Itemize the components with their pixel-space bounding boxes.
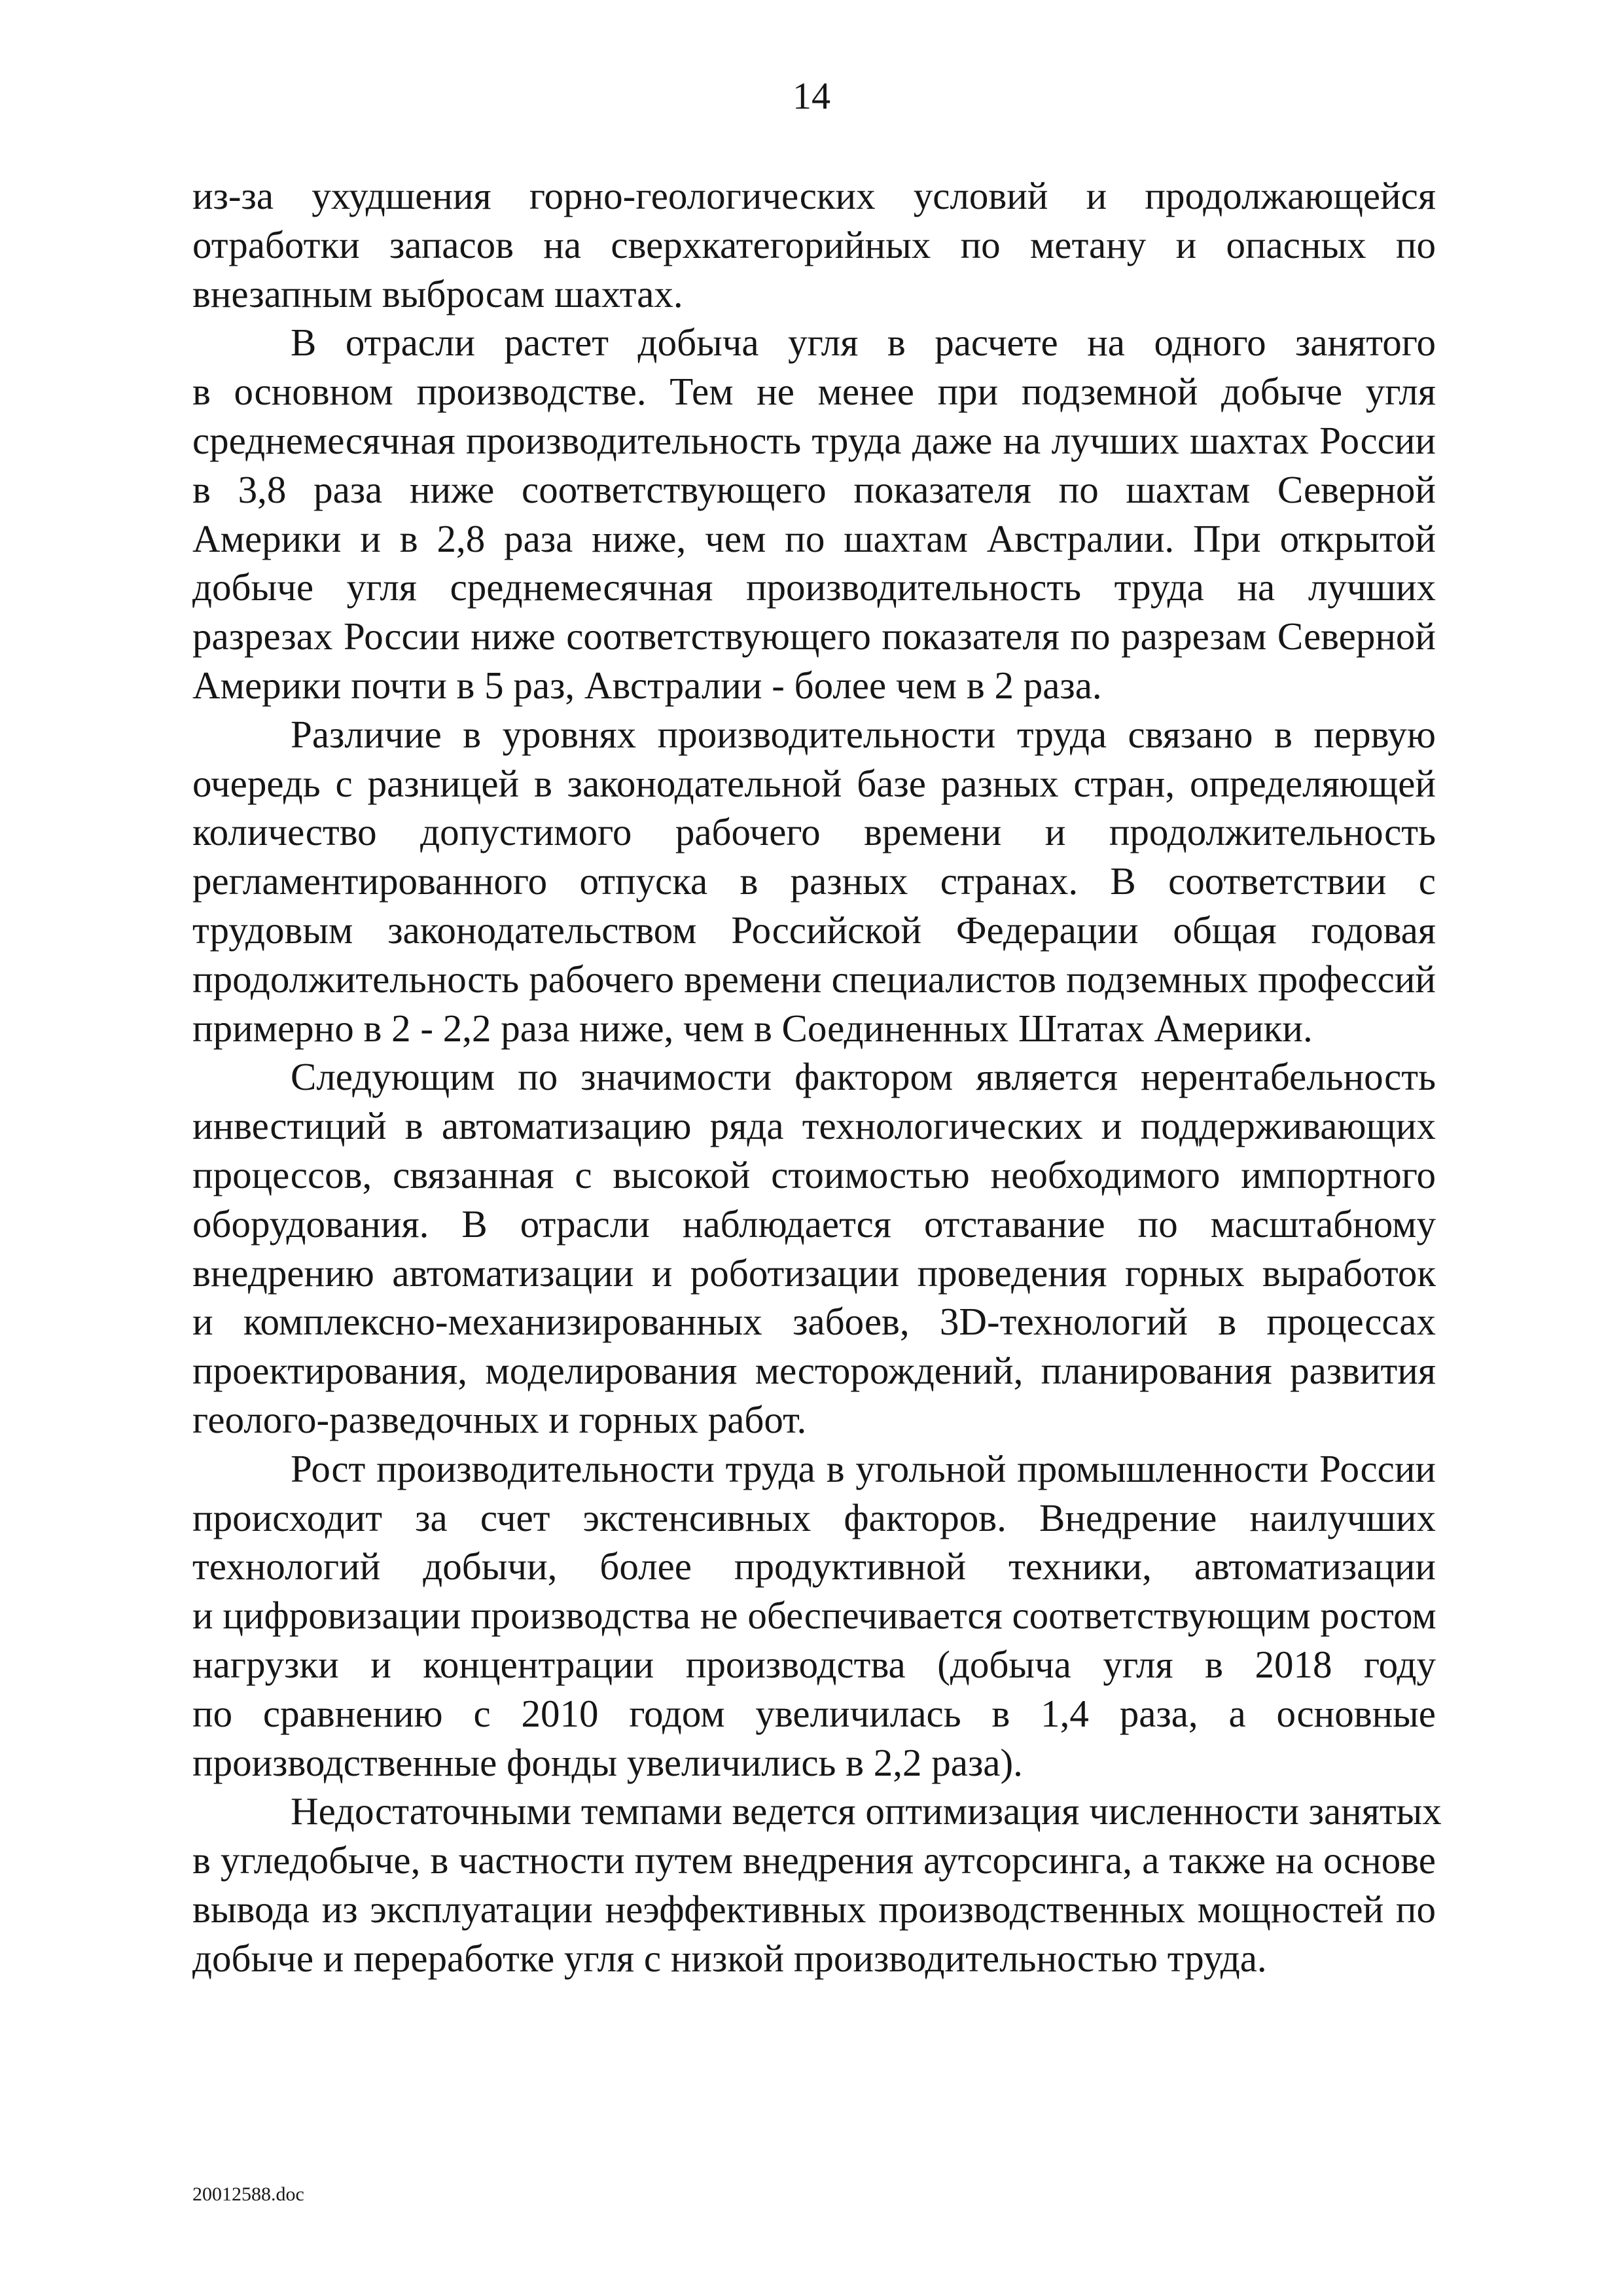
text-line: В отрасли растет добыча угля в расчете на одного занятого	[291, 321, 1436, 365]
paragraph	[192, 1444, 1436, 1787]
text-line: производственные фонды увеличились в 2,2 раза).	[192, 1740, 1023, 1784]
text-line: технологий добычи, более продуктивной техники, автоматизации	[192, 1545, 1436, 1588]
text-line: оборудования. В отрасли наблюдается отставание по масштабному	[192, 1202, 1436, 1246]
text-line: внезапным выбросам шахтах.	[192, 272, 683, 315]
text-line: Недостаточными темпами ведется оптимизация численности занятых	[291, 1789, 1442, 1833]
text-line: Америки почти в 5 раз, Австралии - более чем в 2 раза.	[192, 663, 1102, 707]
text-line: количество допустимого рабочего времени и продолжительность	[192, 810, 1436, 854]
text-line: регламентированного отпуска в разных странах. В соответствии с	[192, 859, 1436, 903]
paragraph	[192, 710, 1436, 1053]
text-line: в 3,8 раза ниже соответствующего показателя по шахтам Северной	[192, 467, 1436, 511]
text-line: очередь с разницей в законодательной базе разных стран, определяющей	[192, 761, 1436, 805]
footer-filename: 20012588.doc	[192, 2183, 304, 2205]
paragraph	[192, 318, 1436, 709]
text-line: отработки запасов на сверхкатегорийных по метану и опасных по	[192, 223, 1436, 266]
text-line: в основном производстве. Тем не менее при подземной добыче угля	[192, 370, 1436, 414]
text-line: Америки и в 2,8 раза ниже, чем по шахтам Австралии. При открытой	[192, 516, 1436, 560]
text-line: внедрению автоматизации и роботизации проведения горных выработок	[192, 1251, 1436, 1295]
text-line: добыче угля среднемесячная производительность труда на лучших	[192, 565, 1436, 609]
text-line: и комплексно-механизированных забоев, 3D-технологий в процессах	[192, 1300, 1436, 1344]
text-line: Рост производительности труда в угольной промышленности России	[291, 1446, 1436, 1490]
text-line: трудовым законодательством Российской Федерации общая годовая	[192, 908, 1436, 952]
paragraph	[192, 1787, 1442, 1982]
document-body	[192, 171, 1442, 1982]
text-line: происходит за счет экстенсивных факторов. Внедрение наилучших	[192, 1496, 1436, 1539]
text-line: в угледобыче, в частности путем внедрения аутсорсинга, а также на основе	[192, 1839, 1436, 1882]
text-line: геолого-разведочных и горных работ.	[192, 1397, 807, 1441]
paragraph	[192, 171, 1436, 318]
text-line: среднемесячная производительность труда даже на лучших шахтах России	[192, 418, 1436, 462]
text-line: разрезах России ниже соответствующего показателя по разрезам Северной	[192, 615, 1436, 658]
text-line: процессов, связанная с высокой стоимостью необходимого импортного	[192, 1153, 1436, 1196]
text-line: вывода из эксплуатации неэффективных производственных мощностей по	[192, 1887, 1436, 1931]
text-line: Различие в уровнях производительности труда связано в первую	[291, 712, 1436, 756]
text-line: примерно в 2 - 2,2 раза ниже, чем в Соединенных Штатах Америки.	[192, 1006, 1313, 1050]
text-line: из-за ухудшения горно-геологических условий и продолжающейся	[192, 174, 1436, 217]
paragraph	[192, 1052, 1436, 1444]
text-line: инвестиций в автоматизацию ряда технологических и поддерживающих	[192, 1104, 1436, 1148]
text-line: по сравнению с 2010 годом увеличилась в 1,4 раза, а основные	[192, 1691, 1436, 1735]
text-line: продолжительность рабочего времени специалистов подземных профессий	[192, 957, 1436, 1001]
text-line: и цифровизации производства не обеспечивается соответствующим ростом	[192, 1594, 1436, 1638]
text-line: проектирования, моделирования месторождений, планирования развития	[192, 1349, 1436, 1393]
text-line: нагрузки и концентрации производства (добыча угля в 2018 году	[192, 1642, 1436, 1686]
text-line: добыче и переработке угля с низкой производительностью труда.	[192, 1936, 1267, 1980]
page-number: 14	[793, 75, 830, 117]
text-line: Следующим по значимости фактором является нерентабельность	[291, 1055, 1436, 1099]
